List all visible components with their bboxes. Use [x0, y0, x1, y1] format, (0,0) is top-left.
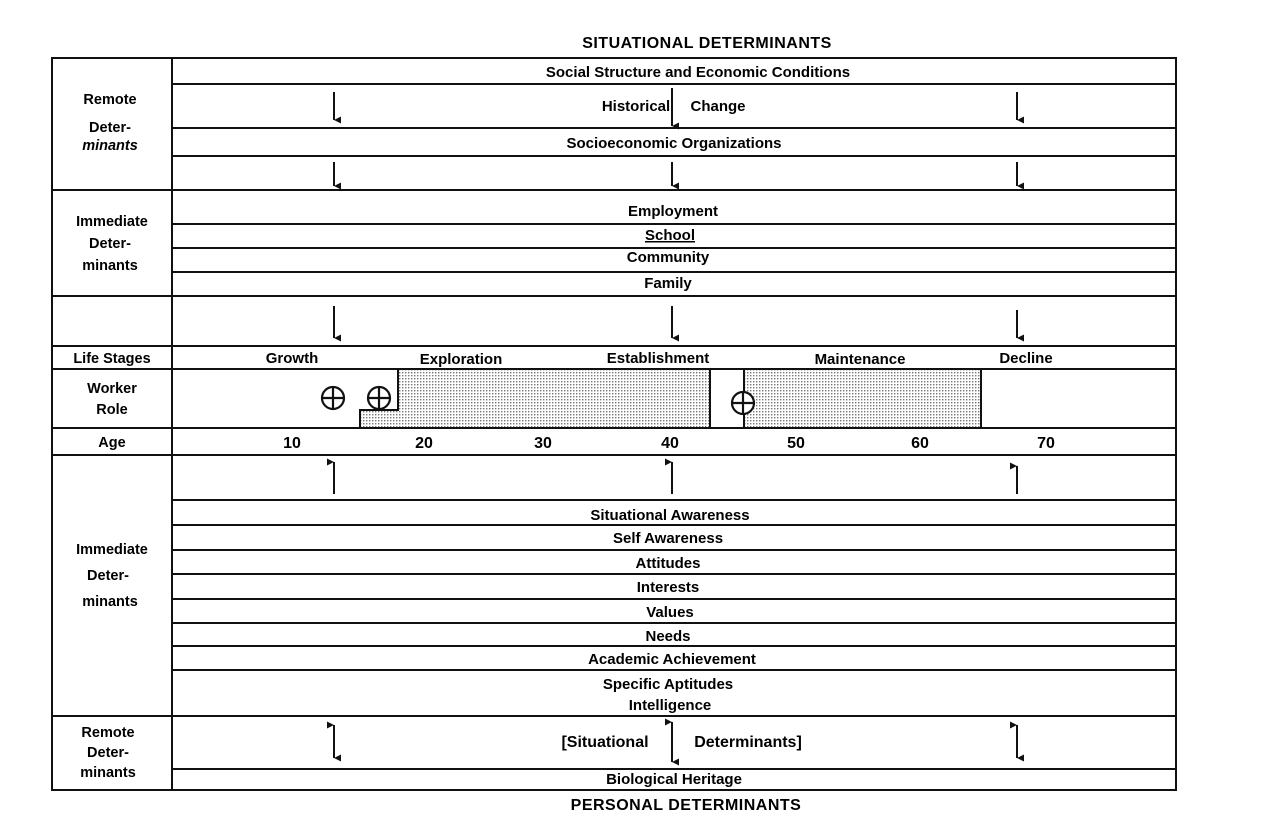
- attitudes-band: Attitudes: [635, 555, 701, 572]
- age-10: 10: [283, 435, 301, 452]
- stage-growth: Growth: [265, 350, 319, 367]
- stage-exploration: Exploration: [419, 351, 503, 368]
- life-stages-row: [266, 350, 1053, 368]
- immediate-top-label-2: Deter-: [89, 236, 131, 252]
- worker-role-row: [322, 369, 981, 428]
- employment-band: Employment: [627, 203, 719, 220]
- age-row: [283, 435, 1055, 452]
- situational-remote: [546, 64, 850, 152]
- age-30: 30: [534, 435, 552, 452]
- immediate-bottom-label-1: Immediate: [76, 542, 148, 558]
- community-band: Community: [626, 249, 710, 266]
- remote-top-label-3: minants: [82, 138, 138, 154]
- age-20: 20: [415, 435, 433, 452]
- needs-band: Needs: [645, 628, 691, 645]
- personal-remote: [561, 734, 801, 788]
- worker-role-bar-late: [744, 369, 981, 428]
- age-40: 40: [661, 435, 679, 452]
- personal-immediate: [588, 507, 756, 714]
- remote-bottom-label-2: Deter-: [87, 745, 129, 761]
- age-50: 50: [787, 435, 805, 452]
- worker-role-label-2: Role: [96, 402, 128, 418]
- school-band: School: [644, 227, 696, 244]
- age-70: 70: [1037, 435, 1055, 452]
- immediate-top-label-1: Immediate: [76, 214, 148, 230]
- age-60: 60: [911, 435, 929, 452]
- immediate-bottom-label-2: Deter-: [87, 568, 129, 584]
- historical-label: Historical: [601, 98, 671, 115]
- bottom-title: PERSONAL DETERMINANTS: [570, 797, 802, 814]
- social-structure-band: Social Structure and Economic Conditions: [545, 64, 851, 81]
- interests-band: Interests: [636, 579, 700, 596]
- stage-establishment: Establishment: [606, 350, 710, 367]
- values-band: Values: [646, 604, 694, 621]
- self-awareness-band: Self Awareness: [612, 530, 724, 547]
- situational-awareness-band: Situational Awareness: [590, 507, 750, 524]
- academic-achievement-band: Academic Achievement: [588, 651, 756, 668]
- socioeconomic-band: Socioeconomic Organizations: [566, 135, 782, 152]
- worker-role-bar-early: [360, 369, 710, 428]
- immediate-top-label-3: minants: [82, 258, 138, 274]
- determinants-bracket-label: Determinants]: [694, 734, 802, 751]
- age-label: Age: [98, 435, 126, 451]
- stage-maintenance: Maintenance: [814, 351, 906, 368]
- bidirectional-arrows: [334, 722, 1017, 762]
- remote-bottom-label-1: Remote: [81, 725, 135, 741]
- top-title: SITUATIONAL DETERMINANTS: [582, 35, 832, 52]
- situational-bracket-label: [Situational: [561, 734, 649, 751]
- circled-plus-icon: [322, 387, 344, 409]
- biological-heritage-band: Biological Heritage: [606, 771, 742, 788]
- stage-decline: Decline: [999, 350, 1053, 367]
- specific-aptitudes-band: Specific Aptitudes: [602, 676, 734, 693]
- circled-plus-icon: [732, 392, 754, 414]
- circled-plus-icon: [368, 387, 390, 409]
- immediate-bottom-label-3: minants: [82, 594, 138, 610]
- remote-top-label-2: Deter-: [89, 120, 131, 136]
- left-labels: [73, 92, 150, 781]
- life-stages-label: Life Stages: [73, 351, 151, 367]
- up-arrows: [334, 462, 1017, 494]
- worker-role-label-1: Worker: [87, 381, 137, 397]
- intelligence-band: Intelligence: [628, 697, 712, 714]
- remote-top-label-1: Remote: [83, 92, 137, 108]
- change-label: Change: [690, 98, 746, 115]
- family-band: Family: [644, 275, 692, 292]
- remote-bottom-label-3: minants: [80, 765, 136, 781]
